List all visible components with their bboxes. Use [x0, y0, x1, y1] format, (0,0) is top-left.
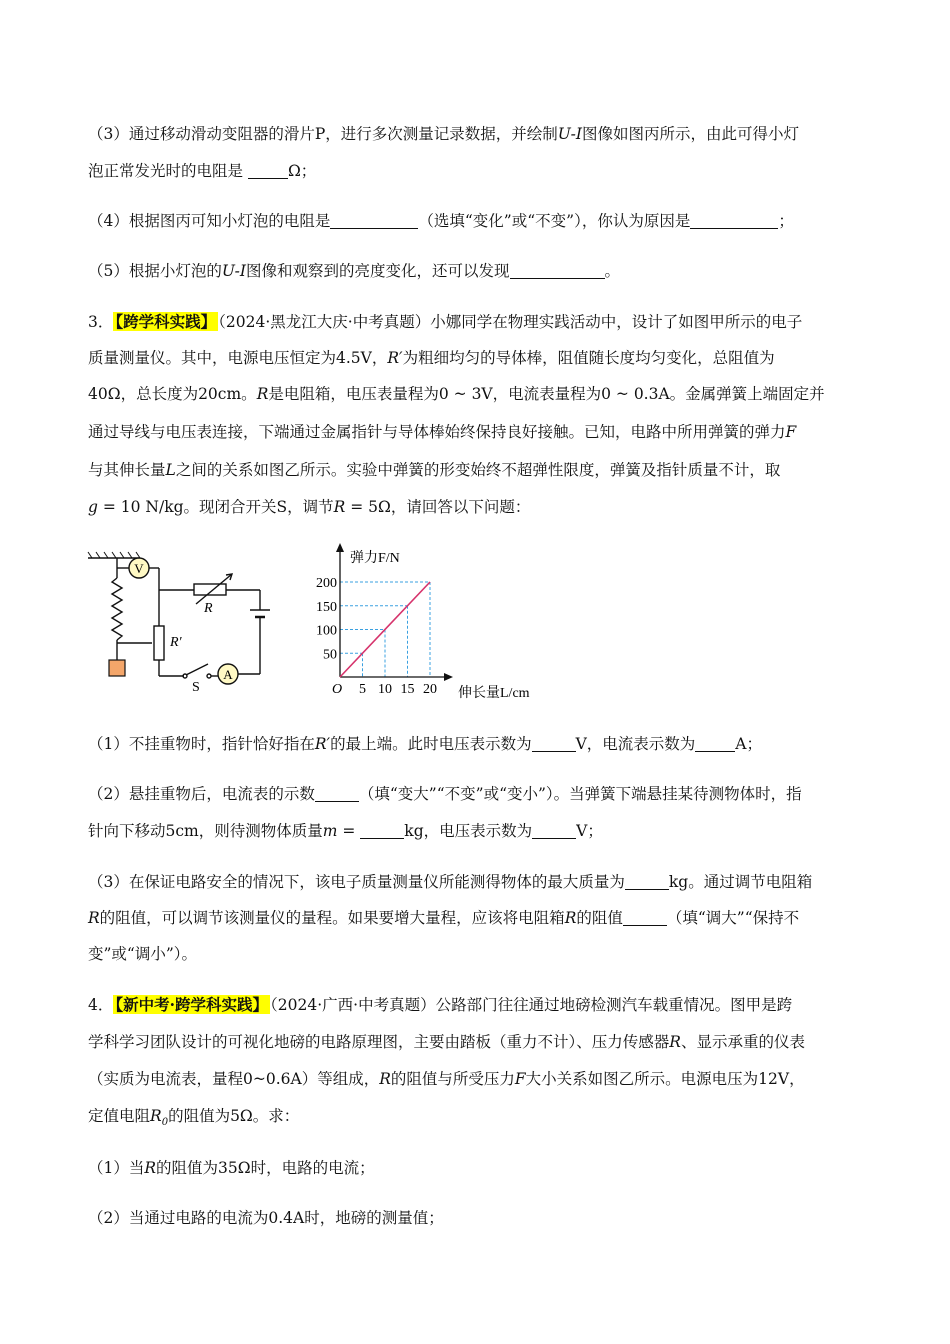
q3-line3: 40Ω，总长度为20cm。R是电阻箱，电压表量程为0 ~ 3V，电流表量程为0 ~ 0.3A。金属弹簧上端固定并 — [88, 385, 825, 403]
q3-sub2-line1: （2）悬挂重物后，电流表的示数 （填“变大”“不变”或“变小”）。当弹簧下端悬挂某待测物体时，指 — [88, 785, 802, 803]
y-axis-arrow — [336, 543, 344, 552]
force-extension-chart — [300, 540, 530, 705]
x-tick-label: 20 — [423, 682, 437, 697]
q2-part5: （5）根据小灯泡的U-I图像和观察到的亮度变化，还可以发现 。 — [88, 262, 621, 280]
x-tick-label: 5 — [359, 682, 366, 697]
answer-blank[interactable] — [625, 874, 669, 890]
q3-line6: g = 10 N/kg。现闭合开关S，调节R = 5Ω，请回答以下问题： — [88, 498, 531, 516]
answer-blank[interactable] — [532, 736, 576, 752]
q3-sub2-line2: 针向下移动5cm，则待测物体质量m = kg，电压表示数为 V； — [88, 822, 603, 840]
q3-line5: 与其伸长量L之间的关系如图乙所示。实验中弹簧的形变始终不超弹性限度，弹簧及指针质量不计，取 — [88, 461, 781, 479]
q2-part4: （4）根据图丙可知小灯泡的电阻是 （选填“变化”或“不变”），你认为原因是 ； — [88, 212, 794, 230]
y-axis-label: 弹力F/N — [350, 551, 400, 566]
x-tick-label: 15 — [400, 682, 415, 697]
y-tick-label: 200 — [316, 576, 337, 591]
answer-blank[interactable] — [510, 263, 605, 279]
answer-blank[interactable] — [690, 213, 778, 229]
y-tick-label: 100 — [316, 623, 337, 639]
q3-line1: 3． 【跨学科实践】 （2024·黑龙江大庆·中考真题）小娜同学在物理实践活动中，设计了如图甲所示的电子 — [88, 312, 803, 331]
answer-blank[interactable] — [315, 786, 359, 802]
q2-part3-line2: 泡正常发光时的电阻是 Ω； — [88, 162, 317, 180]
answer-blank[interactable] — [532, 823, 576, 839]
q4-line1: 4． 【新中考·跨学科实践】 （2024·广西·中考真题）公路部门往往通过地磅检测汽车载重情况。图甲是跨 — [88, 995, 793, 1014]
q4-line3: （实质为电流表，量程0~0.6A）等组成，R的阻值与所受压力F大小关系如图乙所示。电源电压为12V， — [88, 1070, 805, 1088]
series-line — [340, 582, 430, 677]
q4-sub2: （2）当通过电路的电流为0.4A时，地磅的测量值； — [88, 1209, 444, 1227]
y-tick-label: 50 — [323, 647, 337, 663]
voltmeter-label: V — [134, 561, 144, 576]
resistor-box-label: R — [204, 601, 213, 616]
x-tick-label: 10 — [378, 682, 392, 697]
topic-tag: 【跨学科实践】 — [115, 312, 217, 331]
origin-label: O — [332, 682, 343, 697]
circuit-diagram — [84, 548, 284, 698]
ammeter-label: A — [223, 667, 233, 682]
q3-line2: 质量测量仪。其中，电源电压恒定为4.5V，R′为粗细均匀的导体棒，阻值随长度均匀变化，总阻值为 — [88, 349, 775, 367]
q4-line2: 学科学习团队设计的可视化地磅的电路原理图，主要由踏板（重力不计）、压力传感器R、显示承重的仪表 — [88, 1033, 805, 1051]
answer-blank[interactable] — [695, 736, 735, 752]
rheostat-label: R′ — [170, 635, 182, 650]
q2-part3-line1: （3）通过移动滑动变阻器的滑片P，进行多次测量记录数据，并绘制U-I图像如图丙所示，由此可得小灯 — [88, 125, 799, 143]
x-axis-label: 伸长量L/cm — [458, 686, 530, 701]
q4-sub1: （1）当R的阻值为35Ω时，电路的电流； — [88, 1159, 375, 1177]
q3-sub3-line1: （3）在保证电路安全的情况下，该电子质量测量仪所能测得物体的最大质量为 kg。通过调节电阻箱 — [88, 873, 813, 891]
answer-blank[interactable] — [360, 823, 404, 839]
switch-label: S — [192, 680, 200, 695]
q3-line4: 通过导线与电压表连接，下端通过金属指针与导体棒始终保持良好接触。已知，电路中所用弹簧的弹力F — [88, 423, 797, 441]
q3-sub1: （1）不挂重物时，指针恰好指在R′的最上端。此时电压表示数为 V，电流表示数为 A； — [88, 735, 762, 753]
q4-line4: 定值电阻$R_0$的阻值为5Ω。求： — [88, 1107, 300, 1129]
topic-tag: 【新中考·跨学科实践】 — [115, 995, 269, 1014]
q3-sub3-line3: 变”或“调小”）。 — [88, 945, 198, 963]
q3-sub3-line2: R的阻值，可以调节该测量仪的量程。如果要增大量程，应该将电阻箱R的阻值 （填“调大”“保持不 — [88, 909, 800, 927]
answer-blank[interactable] — [330, 213, 418, 229]
y-tick-label: 150 — [316, 599, 337, 615]
x-axis-arrow — [444, 673, 453, 681]
answer-blank[interactable] — [248, 163, 288, 179]
answer-blank[interactable] — [623, 910, 667, 926]
